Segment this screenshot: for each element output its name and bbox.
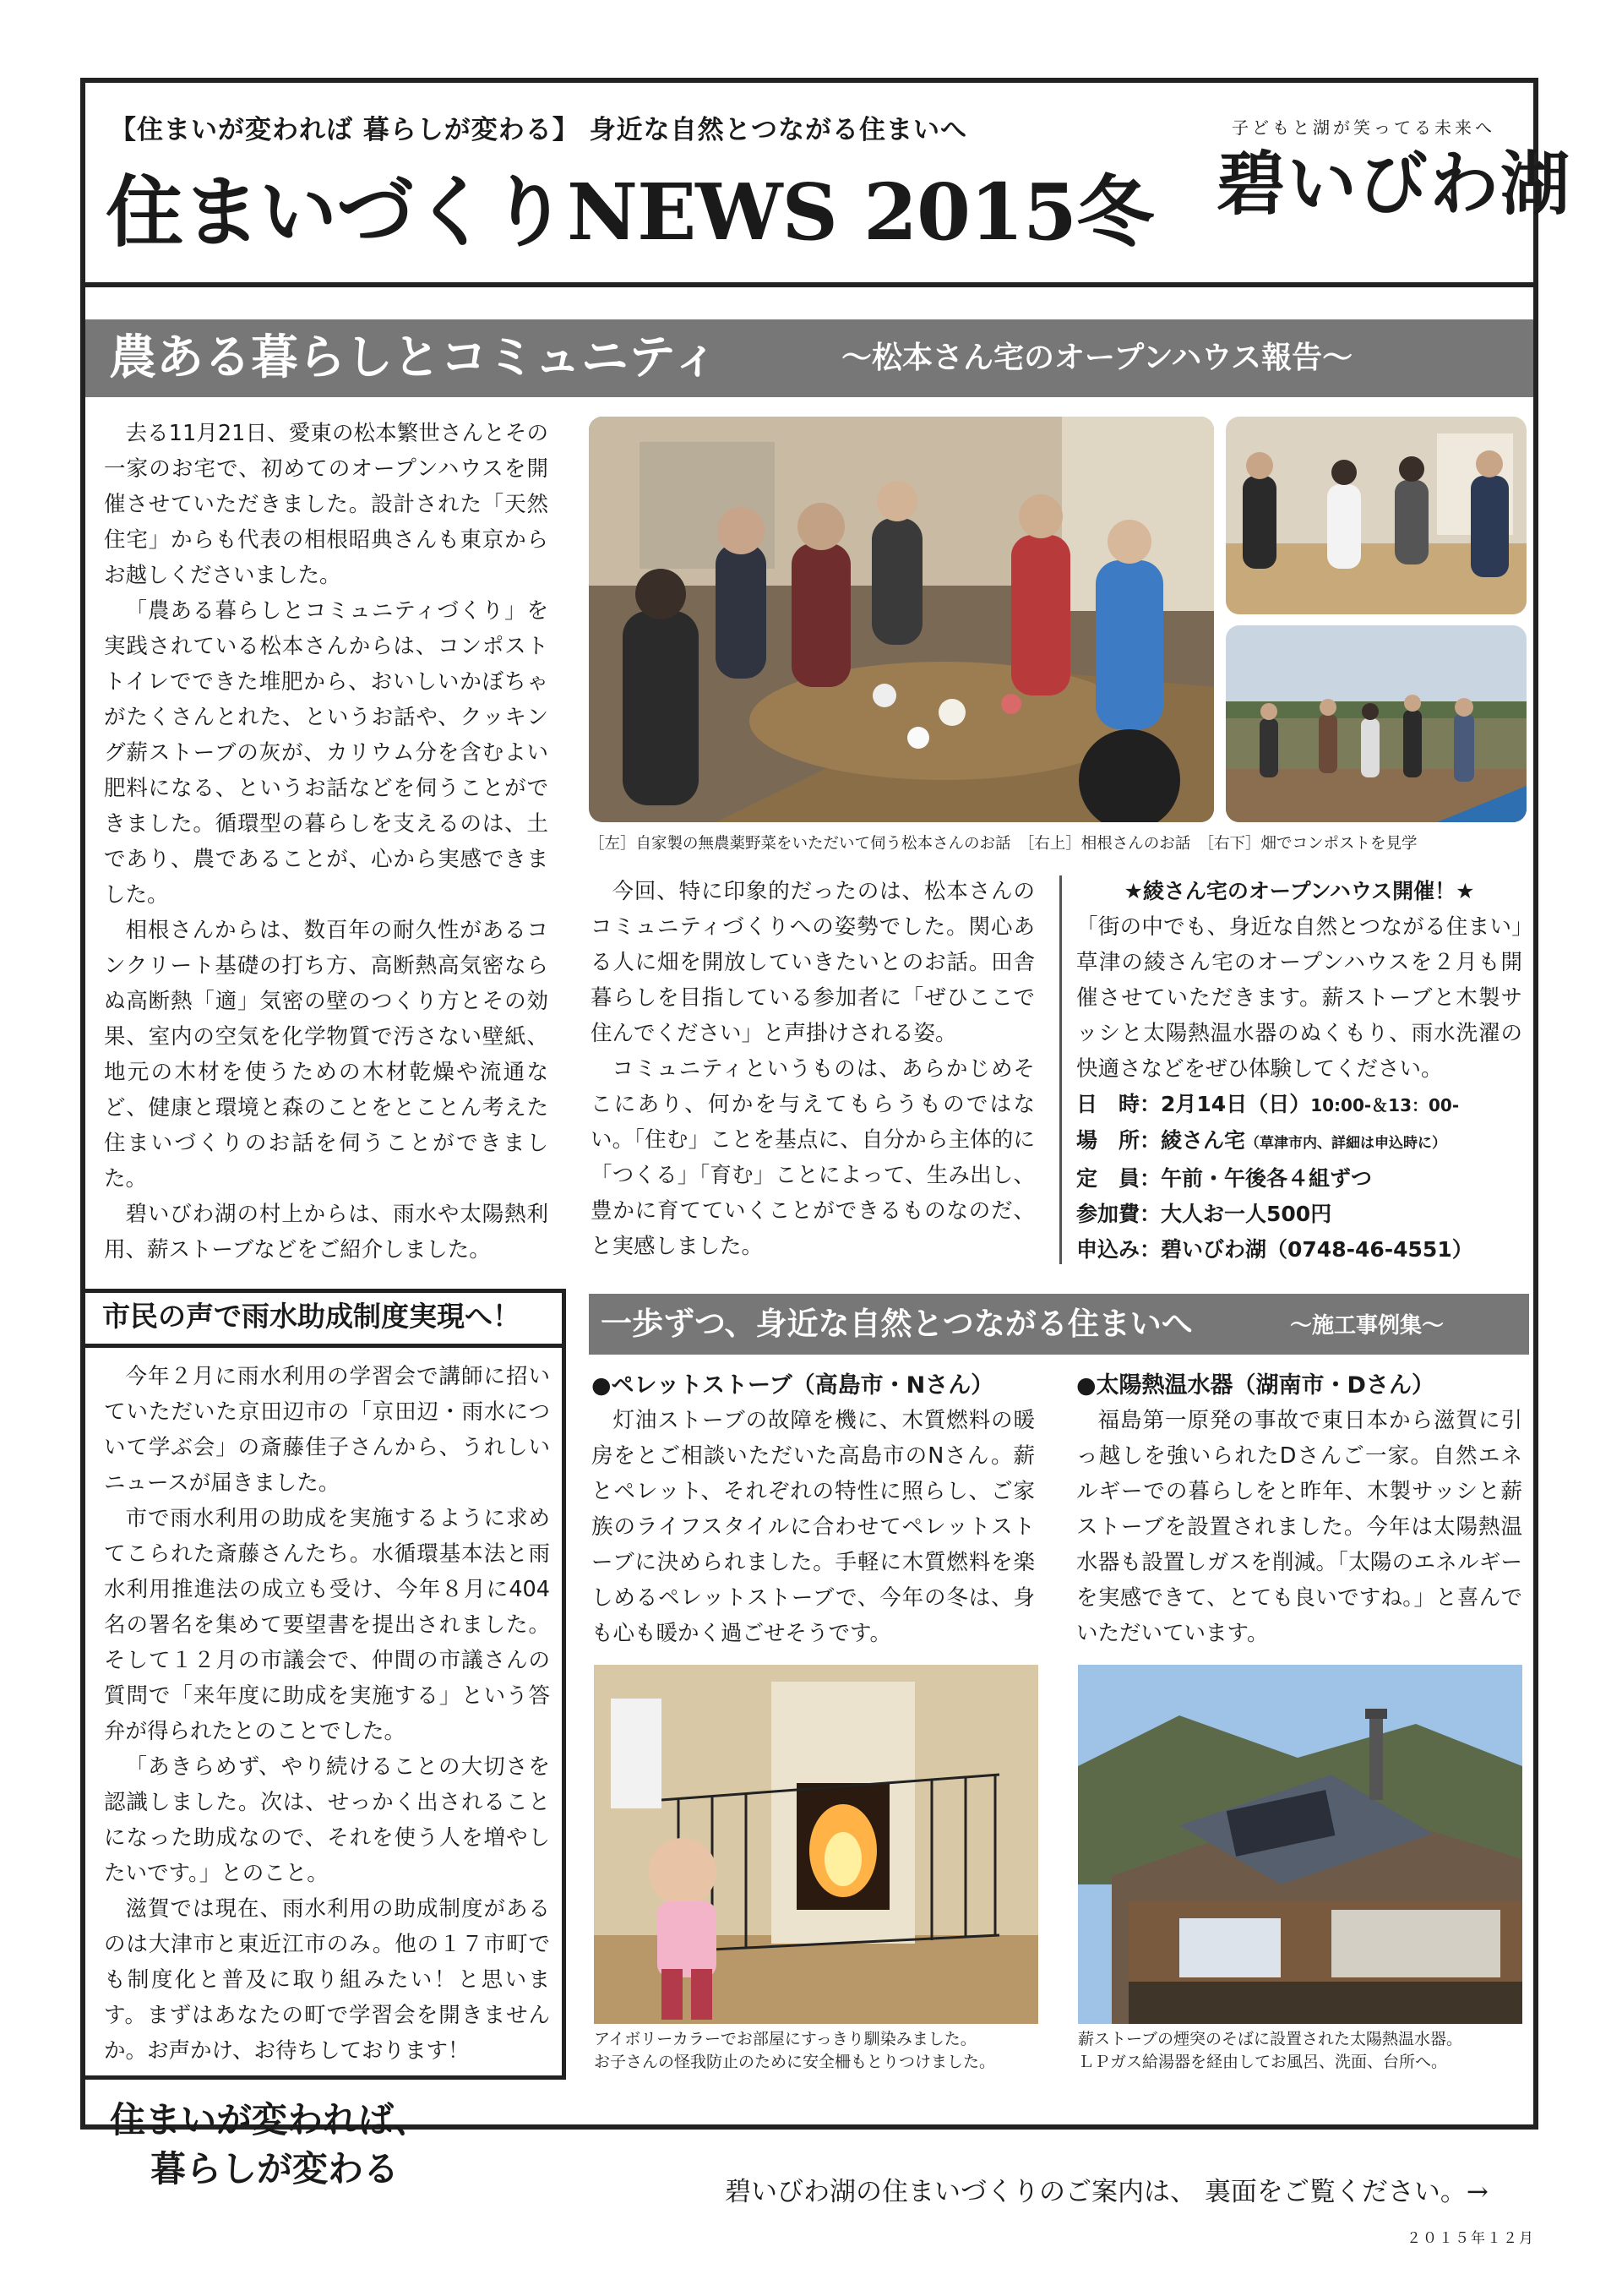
footer-slogan — [110, 2096, 465, 2194]
photo-kitchen-gathering — [589, 417, 1214, 822]
case-pellet-stove — [591, 1369, 1035, 1651]
issue-date: ２０１５年１２月 — [1407, 2230, 1535, 2247]
section1-paragraph: 相根さんからは、数百年の耐久性があるコンクリート基礎の打ち方、高断熱高気密ならぬ高断熱「適」気密の壁のつくり方とその効果、室内の空気を化学物質で汚さない壁紙、地元の木材を使うための木材乾燥や流通など、健康と環境と森のことをとことん考えた住まいづくりのお話を伺うことができました。 — [104, 918, 548, 1192]
openhouse-body: 「街の中でも、身近な自然とつながる住まい」草津の綾さん宅のオープンハウスを２月も開催させていただきます。薪ストーブと木製サッシと太陽熱温水器のぬくもり、雨水洗濯の快適さなどをぜひ体験してください。 — [1076, 914, 1522, 1082]
detail-value: 碧いびわ湖（0748-46-4551） — [1161, 1237, 1473, 1262]
section1-left-column — [104, 416, 548, 1268]
case-body: 福島第一原発の事故で東日本から滋賀に引っ越しを強いられたDさんご一家。自然エネルギーでの暮らしをと昨年、木製サッシと薪ストーブを設置されました。今年は太陽熱温水器も設置しガスを削減。「太陽のエネルギーを実感できて、とても良いですね。」と喜んでいただいています。 — [1076, 1408, 1522, 1646]
rainwater-column — [104, 1359, 550, 2069]
rainwater-title-box — [85, 1289, 566, 1348]
openhouse-detail-row — [1076, 1087, 1522, 1123]
case-solar-heater — [1076, 1369, 1522, 1651]
header-divider — [80, 282, 1538, 287]
openhouse-detail-row — [1076, 1197, 1522, 1232]
detail-value: 大人お一人500円 — [1161, 1202, 1332, 1226]
logo-text: 碧いびわ湖 — [1216, 144, 1572, 225]
photo-field-compost — [1226, 625, 1527, 822]
openhouse-detail-row — [1076, 1232, 1522, 1268]
rainwater-title: 市民の声で雨水助成制度実現へ！ — [102, 1300, 520, 1333]
section1-paragraph: 去る11月21日、愛東の松本繁世さんとその一家のお宅で、初めてのオープンハウスを開催させていただきました。設計された「天然住宅」からも代表の相根昭典さんも東京からお越しくださいました。 — [104, 421, 548, 588]
rainwater-paragraph: 滋賀では現在、雨水利用の助成制度があるのは大津市と東近江市のみ。他の１７市町でも制度化と普及に取り組みたい！と思います。まずはあなたの町で学習会を開きませんか。お声かけ、お待ちしております！ — [104, 1896, 550, 2064]
logo-tagline: 子どもと湖が笑ってる未来へ — [1232, 117, 1495, 138]
section1-title-band — [85, 319, 1533, 397]
section1-paragraph: 碧いびわ湖の村上からは、雨水や太陽熱利用、薪ストーブなどをご紹介しました。 — [104, 1202, 548, 1263]
openhouse-title: ★綾さん宅のオープンハウス開催！★ — [1124, 879, 1475, 903]
caption-line: アイボリーカラーでお部屋にすっきり馴染みました。 — [594, 2030, 977, 2048]
detail-label: 参加費： — [1076, 1202, 1162, 1226]
case-heading: ●ペレットストーブ（高島市・Nさん） — [591, 1372, 994, 1399]
header-tagline: 【住まいが変われば 暮らしが変わる】 身近な自然とつながる住まいへ — [110, 115, 967, 145]
detail-label: 定 員： — [1076, 1166, 1162, 1191]
section3-title: 一歩ずつ、身近な自然とつながる住まいへ — [601, 1306, 1193, 1342]
section1-mid-column — [591, 874, 1035, 1264]
detail-label: 日 時： — [1076, 1092, 1162, 1116]
caption-line: ＬＰガス給湯器を経由してお風呂、洗面、台所へ。 — [1078, 2053, 1448, 2071]
section1-mid-paragraph: 今回、特に印象的だったのは、松本さんのコミュニティづくりへの姿勢でした。関心ある人に畑を開放していきたいとのお話。田舎暮らしを目指している参加者に「ぜひここで住んでください」と声掛けされる姿。 — [591, 879, 1035, 1046]
openhouse-detail-row — [1076, 1123, 1522, 1161]
section1-subtitle: 〜松本さん宅のオープンハウス報告〜 — [841, 341, 1353, 375]
column-divider — [1059, 875, 1062, 1264]
openhouse-detail-row — [1076, 1161, 1522, 1197]
case-body: 灯油ストーブの故障を機に、木質燃料の暖房をとご相談いただいた高島市のNさん。薪とペレット、それぞれの特性に照らし、ご家族のライフスタイルに合わせてペレットストーブに決められました。手軽に木質燃料を楽しめるペレットストーブで、今年の冬は、身も心も暖かく過ごせそうです。 — [591, 1408, 1035, 1646]
openhouse-notice — [1076, 874, 1522, 1268]
detail-value: 午前・午後各４組ずつ — [1161, 1166, 1373, 1191]
detail-value: 綾さん宅 — [1161, 1128, 1246, 1153]
detail-label: 場 所： — [1076, 1128, 1162, 1153]
section3-title-band — [589, 1294, 1529, 1355]
section1-paragraph: 「農ある暮らしとコミュニティづくり」を実践されている松本さんからは、コンポストトイレでできた堆肥から、おいしいかぼちゃがたくさんとれた、というお話や、クッキング薪ストーブの灰が、カリウム分を含むよい肥料になる、というお話などを伺うことができました。循環型の暮らしを支えるのは、土であり、農であることが、心から実感できました。 — [104, 598, 548, 908]
section1-photo-caption: ［左］自家製の無農薬野菜をいただいて伺う松本さんのお話 ［右上］相根さんのお話 ［右下］畑でコンポストを見学 — [589, 835, 1418, 853]
solar-caption — [1078, 2028, 1534, 2074]
rainwater-paragraph: 今年２月に雨水利用の学習会で講師に招いていただいた京田辺市の「京田辺・雨水について学ぶ会」の斎藤佳子さんから、うれしいニュースが届きました。 — [104, 1364, 550, 1496]
detail-label: 申込み： — [1076, 1237, 1162, 1262]
detail-value: 2月14日（日） — [1161, 1092, 1311, 1116]
case-heading: ●太陽熱温水器（湖南市・Dさん） — [1076, 1372, 1434, 1399]
section1-title: 農ある暮らしとコミュニティ — [109, 330, 720, 385]
footer-slogan-line: 住まいが変われば、 — [110, 2099, 430, 2141]
section3-subtitle: 〜施工事例集〜 — [1290, 1313, 1445, 1339]
photo-solar-heater — [1078, 1665, 1522, 2024]
caption-line: 薪ストーブの煙突のそばに設置された太陽熱温水器。 — [1078, 2030, 1463, 2048]
photo-talk-aizane — [1226, 417, 1527, 614]
rainwater-paragraph: 「あきらめず、やり続けることの大切さを認識しました。次は、せっかく出されることになった助成なので、それを使う人を増やしたいです。」とのこと。 — [104, 1754, 550, 1886]
section1-mid-paragraph: コミュニティというものは、あらかじめそこにあり、何かを与えてもらうものではない。「住む」ことを基点に、自分から主体的に「つくる」「育む」ことによって、生み出し、豊かに育てていくことができるものなのだ、と実感しました。 — [591, 1056, 1035, 1259]
photo-pellet-stove — [594, 1665, 1038, 2024]
detail-note: （草津市内、詳細は申込時に） — [1245, 1135, 1447, 1152]
footer-note: 碧いびわ湖の住まいづくりのご案内は、 裏面をご覧ください。→ — [725, 2177, 1489, 2207]
pellet-caption — [594, 2028, 1050, 2074]
footer-slogan-line: 暮らしが変わる — [150, 2148, 400, 2190]
logo — [1216, 114, 1572, 241]
rainwater-paragraph: 市で雨水利用の助成を実施するように求めてこられた斎藤さんたち。水循環基本法と雨水利用推進法の成立も受け、今年８月に404名の署名を集めて要望書を提出されました。そして１２月の市議会で、仲間の市議さんの質問で「来年度に助成を実施する」という答弁が得られたとのことでした。 — [104, 1506, 550, 1744]
detail-note: 10:00-＆13：00- — [1310, 1095, 1460, 1115]
page-title: 住まいづくりNEWS 2015冬 — [106, 166, 1154, 258]
caption-line: お子さんの怪我防止のために安全柵もとりつけました。 — [594, 2053, 996, 2071]
